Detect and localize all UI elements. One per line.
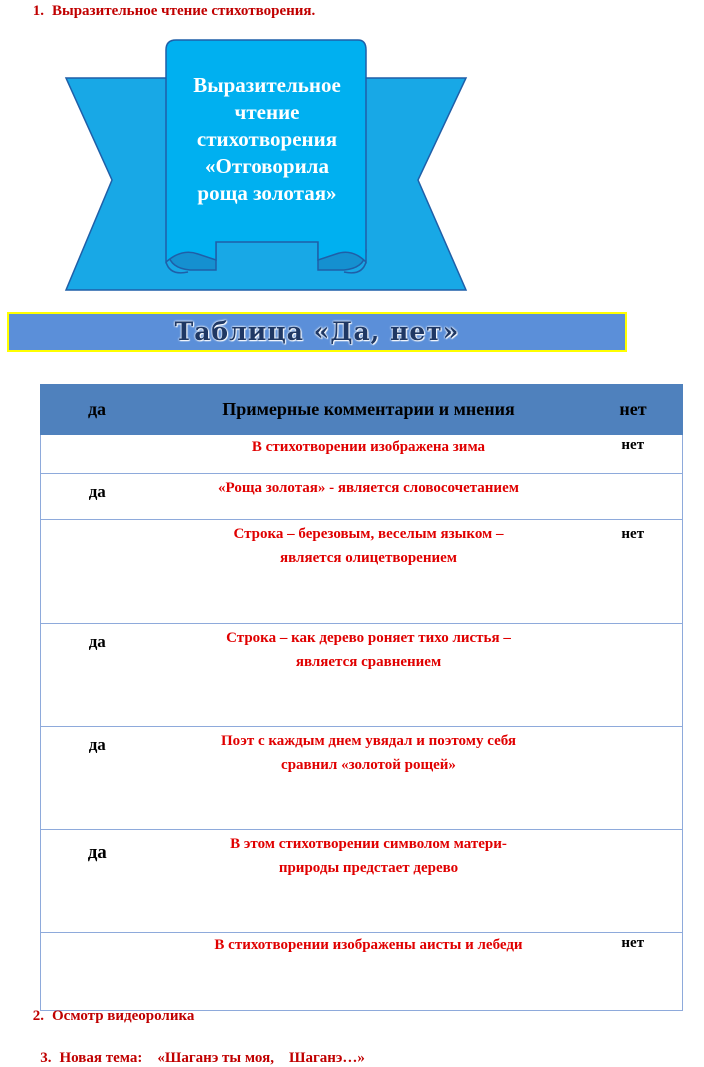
comment-line: В стихотворении изображена зима xyxy=(251,439,486,455)
header-no: нет xyxy=(584,385,683,435)
banner-line: чтение xyxy=(234,100,300,124)
cell-comment xyxy=(154,520,584,624)
cell-no xyxy=(584,624,683,727)
header-comments: Примерные комментарии и мнения xyxy=(154,385,584,435)
comment-line: Строка – березовым, веселым языком – xyxy=(233,526,504,542)
comment-line: В этом стихотворении символом матери- xyxy=(230,836,507,852)
comment-line: сравнил «золотой рощей» xyxy=(281,757,456,773)
cell-yes xyxy=(41,520,154,624)
cell-yes xyxy=(41,624,154,727)
table-header-row xyxy=(41,385,683,435)
banner-text xyxy=(168,72,366,207)
cell-yes xyxy=(41,933,154,1011)
comment-line: природы предстает дерево xyxy=(278,860,459,876)
cell-comment xyxy=(154,933,584,1011)
cell-no xyxy=(584,933,683,1011)
table-row xyxy=(41,435,683,474)
cell-yes xyxy=(41,830,154,933)
cell-yes xyxy=(41,474,154,520)
item-number: 3. xyxy=(40,1050,52,1066)
item-text: Выразительное чтение стихотворения. xyxy=(52,3,316,19)
cell-yes xyxy=(41,435,154,474)
cell-comment xyxy=(154,435,584,474)
item-text: Новая тема: «Шаганэ ты моя, Шаганэ…» xyxy=(59,1050,365,1066)
comment-line: Поэт с каждым днем увядал и поэтому себя xyxy=(221,733,516,749)
cell-no xyxy=(584,474,683,520)
banner-line: «Отговорила xyxy=(205,154,329,178)
cell-no xyxy=(584,727,683,830)
header-yes: да xyxy=(41,385,154,435)
yes-no-table xyxy=(40,384,683,1011)
cell-comment xyxy=(154,624,584,727)
yes-text: да xyxy=(88,632,106,651)
item-number: 1. xyxy=(32,3,44,19)
comment-line: является олицетворением xyxy=(280,550,457,566)
item-text: Осмотр видеоролика xyxy=(52,1008,195,1024)
item-3 xyxy=(18,1033,365,1067)
cell-comment xyxy=(154,830,584,933)
item-number: 2. xyxy=(32,1008,44,1024)
table-row xyxy=(41,624,683,727)
table-row xyxy=(41,830,683,933)
comment-line: Строка – как дерево роняет тихо листья – xyxy=(226,630,511,646)
comment-line: является сравнением xyxy=(295,654,442,670)
cell-comment xyxy=(154,474,584,520)
table-row xyxy=(41,933,683,1011)
table-row xyxy=(41,727,683,830)
no-text: нет xyxy=(621,935,645,951)
comment-line: «Роща золотая» - является словосочетанием xyxy=(218,480,519,496)
yes-text: да xyxy=(88,735,106,754)
table-row xyxy=(41,474,683,520)
table-title: Таблица «Да, нет» xyxy=(174,317,460,346)
cell-yes xyxy=(41,727,154,830)
table-row xyxy=(41,520,683,624)
cell-no xyxy=(584,435,683,474)
cell-no xyxy=(584,830,683,933)
item-2 xyxy=(18,1008,194,1025)
yes-text: да xyxy=(87,842,107,863)
banner-line: Выразительное xyxy=(193,73,341,97)
no-text: нет xyxy=(621,526,645,542)
banner-line: роща золотая» xyxy=(197,181,337,205)
cell-comment xyxy=(154,727,584,830)
yes-text: да xyxy=(88,482,106,501)
no-text: нет xyxy=(621,437,645,453)
comment-line: В стихотворении изображены аисты и лебеди xyxy=(214,937,523,953)
banner-line: стихотворения xyxy=(196,127,338,151)
table-title-box xyxy=(7,312,627,352)
cell-no xyxy=(584,520,683,624)
